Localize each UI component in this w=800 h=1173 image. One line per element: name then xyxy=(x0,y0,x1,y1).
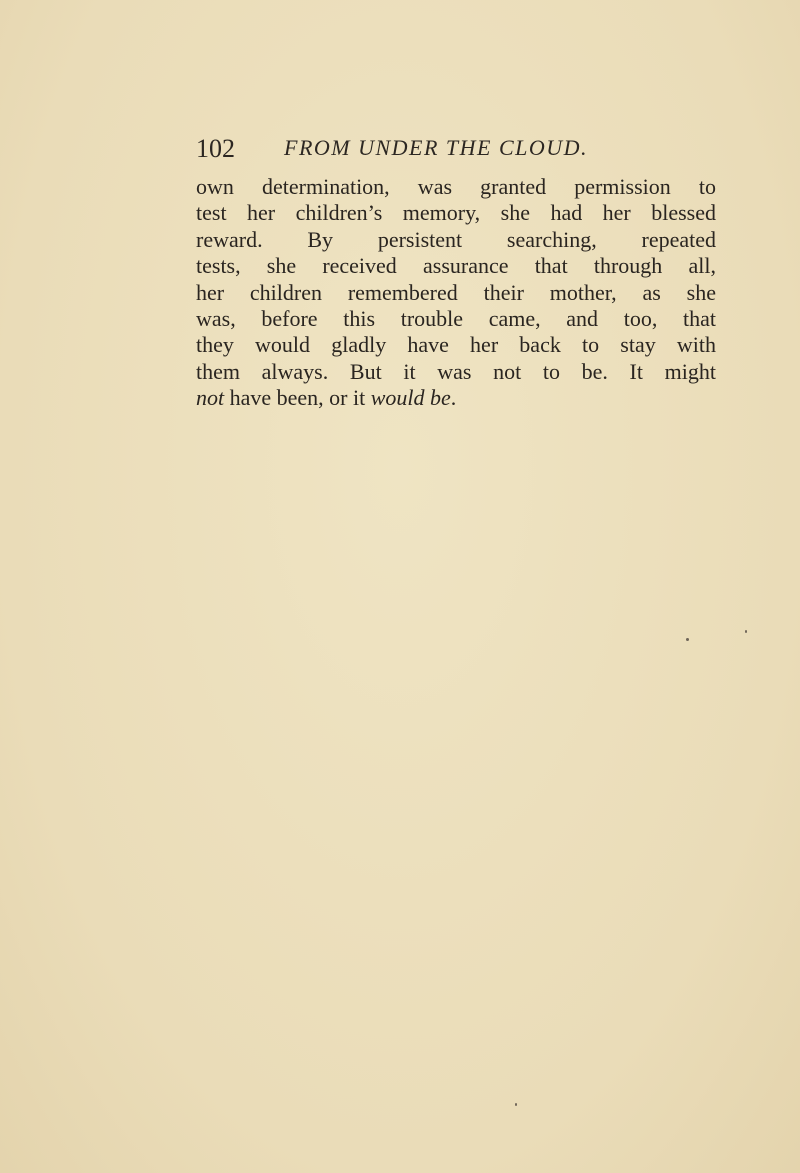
plain-text: have been, or it xyxy=(224,385,371,411)
text-line: reward. By persistent searching, repeated xyxy=(196,226,716,252)
paper-speck xyxy=(745,630,747,633)
paper-speck xyxy=(515,1103,517,1106)
emphasis-text: not xyxy=(196,385,225,411)
page-number: 102 xyxy=(196,134,235,163)
text-line: they would gladly have her back to stay with xyxy=(196,332,716,358)
text-line: test her children’s memory, she had her blessed xyxy=(196,200,716,226)
text-line-last xyxy=(196,385,716,411)
running-head: FROM UNDER THE CLOUD. xyxy=(284,135,589,160)
text-line: was, before this trouble came, and too, that xyxy=(196,305,716,331)
paper-speck xyxy=(686,638,689,641)
text-line: tests, she received assurance that through all, xyxy=(196,253,716,279)
emphasis-text: would be xyxy=(370,385,451,411)
page-header xyxy=(196,132,696,168)
text-line: them always. But it was not to be. It might xyxy=(196,358,716,384)
plain-text: . xyxy=(450,385,457,411)
text-line: own determination, was granted permission to xyxy=(196,174,716,199)
text-line: her children remembered their mother, as she xyxy=(196,279,716,305)
paragraph xyxy=(196,174,716,412)
